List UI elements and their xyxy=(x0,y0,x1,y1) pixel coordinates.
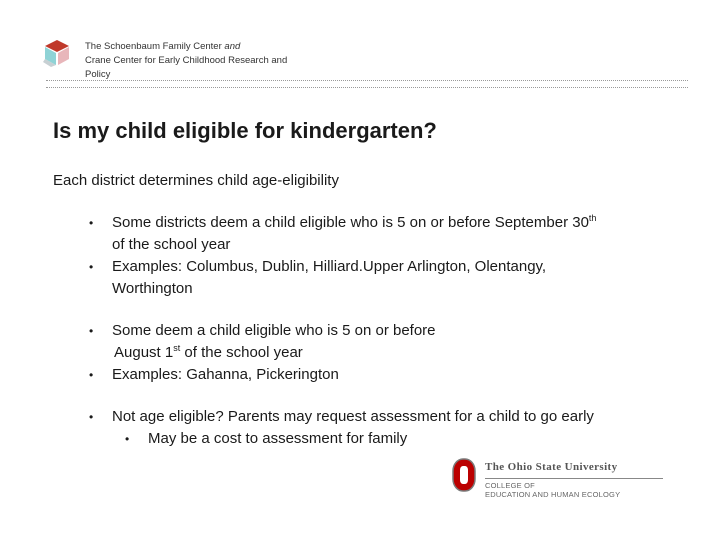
bullet-line: Some deem a child eligible who is 5 on or before xyxy=(112,322,436,339)
bullet-line: May be a cost to assessment for family xyxy=(148,430,408,447)
bullet-line: Examples: Columbus, Dublin, Hilliard.Upper Arlington, Olentangy, xyxy=(112,258,547,275)
sub-bullet-item xyxy=(125,428,408,450)
bullet-item xyxy=(89,364,339,386)
bullet-item xyxy=(89,320,436,364)
bullet-icon: • xyxy=(89,216,94,230)
bullet-line: August 1st of the school year xyxy=(114,343,303,361)
bullet-item xyxy=(89,406,594,428)
logo-divider xyxy=(485,478,663,479)
header-divider xyxy=(46,80,688,81)
block-o-icon xyxy=(452,458,476,492)
org-line-3: Policy xyxy=(85,69,111,80)
org-line-1: The Schoenbaum Family Center and xyxy=(85,41,241,52)
bullet-line: Not age eligible? Parents may request assessment for a child to go early xyxy=(112,408,594,425)
bullet-line: Some districts deem a child eligible who is 5 on or before September 30th xyxy=(112,213,597,231)
bullet-item xyxy=(89,212,597,256)
organization-name xyxy=(85,40,287,82)
org-line-2: Crane Center for Early Childhood Research and xyxy=(85,55,288,66)
college-name: COLLEGE OF EDUCATION AND HUMAN ECOLOGY xyxy=(485,481,621,499)
bullet-icon: • xyxy=(89,324,94,338)
header-divider-2 xyxy=(46,87,688,88)
bullet-line: Examples: Gahanna, Pickerington xyxy=(112,366,339,383)
center-logo-icon xyxy=(42,38,72,68)
bullet-line: Worthington xyxy=(112,280,193,297)
bullet-icon: • xyxy=(89,410,94,424)
university-name: The Ohio State University xyxy=(485,461,618,473)
bullet-icon: • xyxy=(89,368,94,382)
intro-text: Each district determines child age-eligibility xyxy=(53,172,339,189)
bullet-icon: • xyxy=(125,432,130,446)
bullet-line: of the school year xyxy=(112,236,231,253)
osu-logo xyxy=(452,458,667,498)
slide-title: Is my child eligible for kindergarten? xyxy=(53,118,437,143)
bullet-icon: • xyxy=(89,260,94,274)
bullet-item xyxy=(89,256,547,300)
